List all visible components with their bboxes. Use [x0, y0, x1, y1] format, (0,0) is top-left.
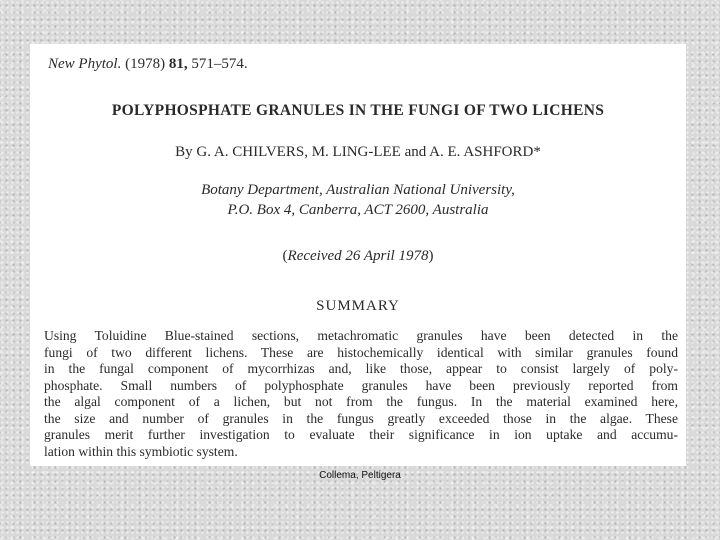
journal-name: New Phytol. — [48, 56, 122, 72]
paper-title: POLYPHOSPHATE GRANULES IN THE FUNGI OF TWO LICHENS — [111, 102, 605, 119]
paper-scan — [30, 44, 686, 466]
summary-line: lation within this symbiotic system. — [44, 443, 238, 459]
volume-number: 81, — [168, 56, 188, 72]
summary-line: in the fungal component of mycorrhizas and, like those, appear to consist largely of poly- — [44, 361, 678, 376]
affiliation-line-1: Botany Department, Australian National University, — [201, 182, 515, 198]
summary-paragraph — [44, 328, 678, 460]
summary-line: Using Toluidine Blue-stained sections, metachromatic granules have been detected in the — [44, 328, 678, 343]
summary-line: granules merit further investigation to evaluate their significance in ion uptake and accumu- — [44, 427, 678, 442]
summary-line: the algal component of a lichen, but not from the fungus. In the material examined here, — [44, 394, 678, 409]
received-text: Received 26 April 1978 — [287, 248, 429, 264]
author-list: By G. A. CHILVERS, M. LING-LEE and A. E. ASHFORD* — [175, 144, 541, 160]
publication-year: (1978) — [125, 56, 166, 72]
summary-heading: SUMMARY — [316, 298, 400, 314]
summary-line: the size and number of granules in the fungus greatly exceeded those in the algae. These — [44, 410, 678, 426]
received-close-paren: ) — [428, 248, 434, 264]
citation — [48, 56, 248, 73]
summary-line: fungi of two different lichens. These are histochemically identical with similar granules found — [44, 344, 678, 360]
received-open-paren: ( — [282, 248, 288, 264]
slide-caption: Collema, Peltigera — [319, 470, 401, 481]
summary-line: phosphate. Small numbers of polyphosphate granules have been previously reported from — [44, 377, 678, 393]
page-range: 571–574. — [191, 56, 248, 72]
affiliation-line-2: P.O. Box 4, Canberra, ACT 2600, Australia — [227, 202, 489, 218]
received-date — [30, 248, 686, 265]
